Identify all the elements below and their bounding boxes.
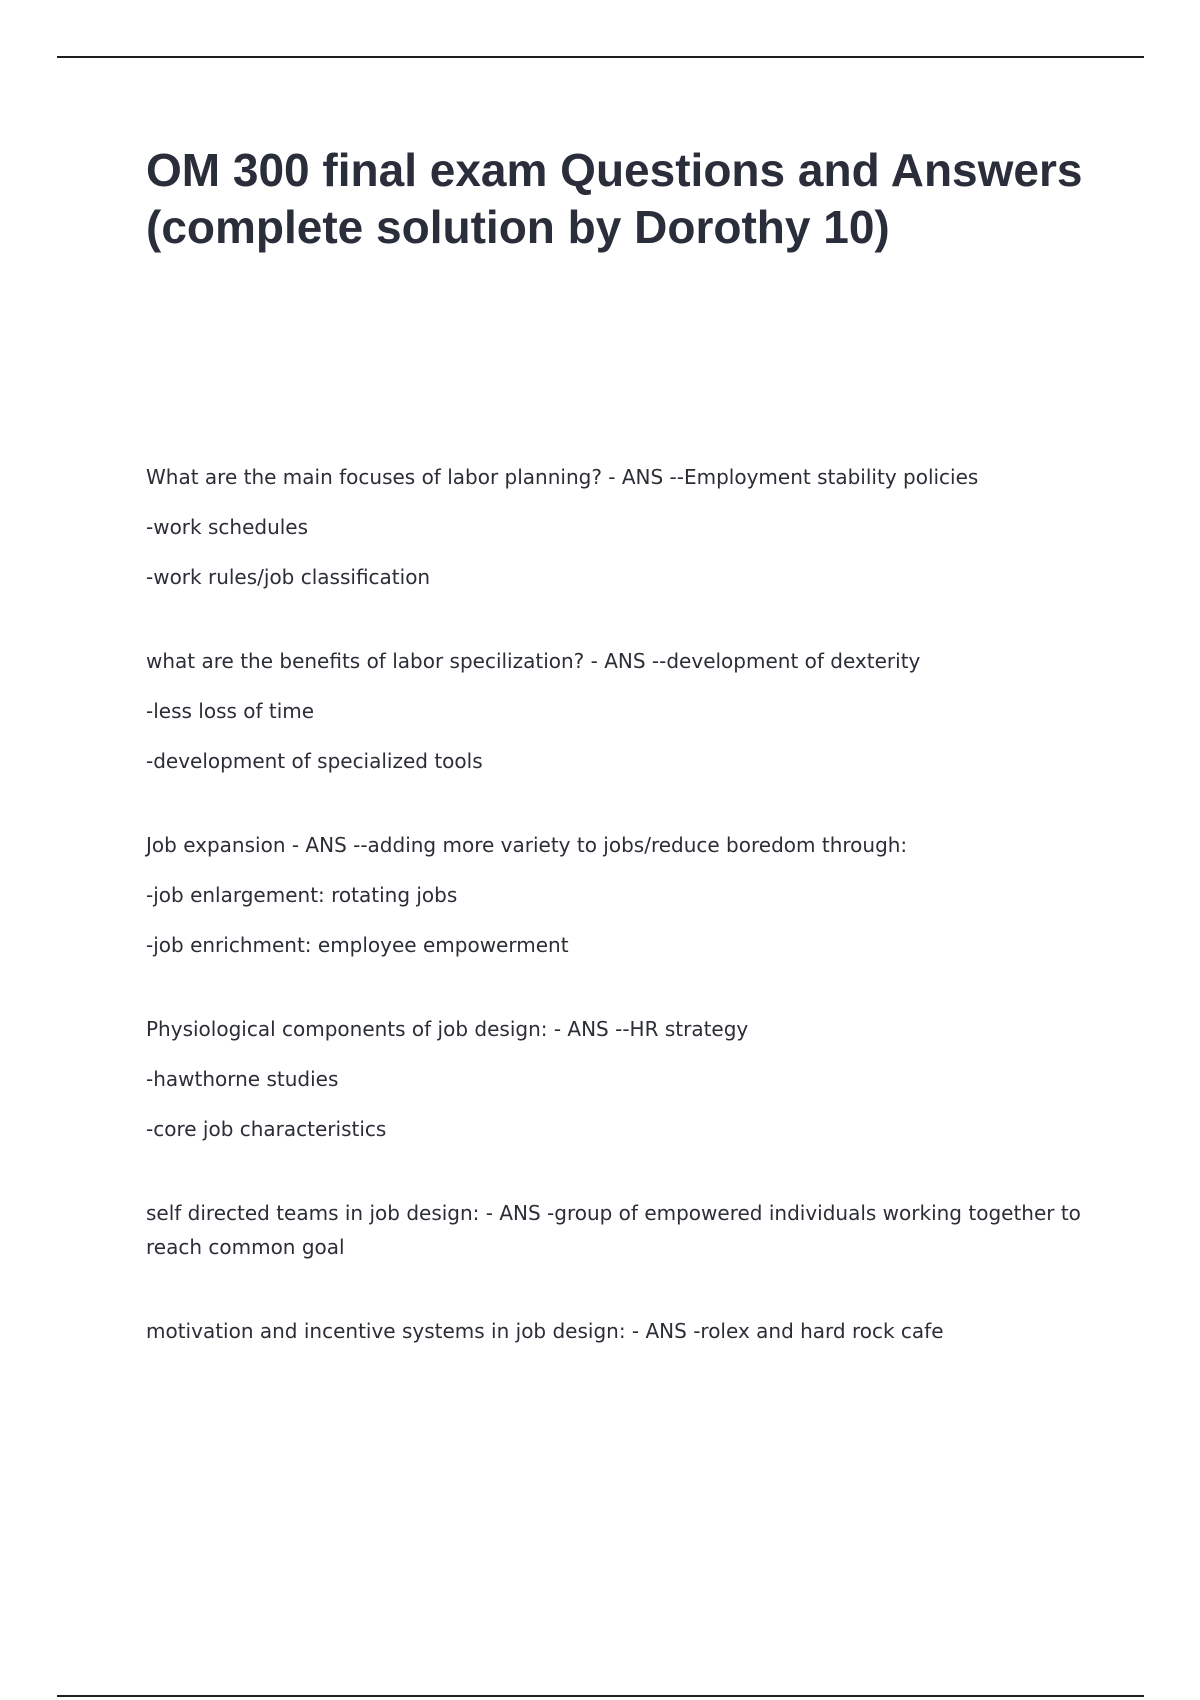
qa-line: Job expansion - ANS --adding more variety to jobs/reduce boredom through:: [146, 833, 908, 857]
qa-item: [146, 1012, 1086, 1146]
qa-item: [146, 828, 1086, 962]
qa-line: -job enrichment: employee empowerment: [146, 933, 569, 957]
qa-line: -less loss of time: [146, 699, 315, 723]
qa-list: [146, 460, 1086, 1398]
qa-item: [146, 460, 1086, 594]
qa-line: -work schedules: [146, 515, 309, 539]
footer-rule: [57, 1695, 1144, 1697]
qa-line: self directed teams in job design: - ANS -group of empowered individuals working together to reach common goal: [146, 1201, 1081, 1259]
qa-line: -core job characteristics: [146, 1117, 387, 1141]
qa-item: [146, 1196, 1086, 1264]
qa-line: -hawthorne studies: [146, 1067, 339, 1091]
qa-line: what are the benefits of labor specilization? - ANS --development of dexterity: [146, 649, 921, 673]
qa-line: -development of specialized tools: [146, 749, 483, 773]
qa-line: -job enlargement: rotating jobs: [146, 883, 458, 907]
qa-item: [146, 644, 1086, 778]
qa-line: -work rules/job classification: [146, 565, 431, 589]
document-title: OM 300 final exam Questions and Answers (complete solution by Dorothy 10): [146, 144, 1083, 253]
qa-line: motivation and incentive systems in job design: - ANS -rolex and hard rock cafe: [146, 1319, 944, 1343]
header-rule: [57, 56, 1144, 58]
qa-line: Physiological components of job design: - ANS --HR strategy: [146, 1017, 749, 1041]
qa-line: What are the main focuses of labor planning? - ANS --Employment stability policies: [146, 465, 979, 489]
qa-item: [146, 1314, 1086, 1348]
